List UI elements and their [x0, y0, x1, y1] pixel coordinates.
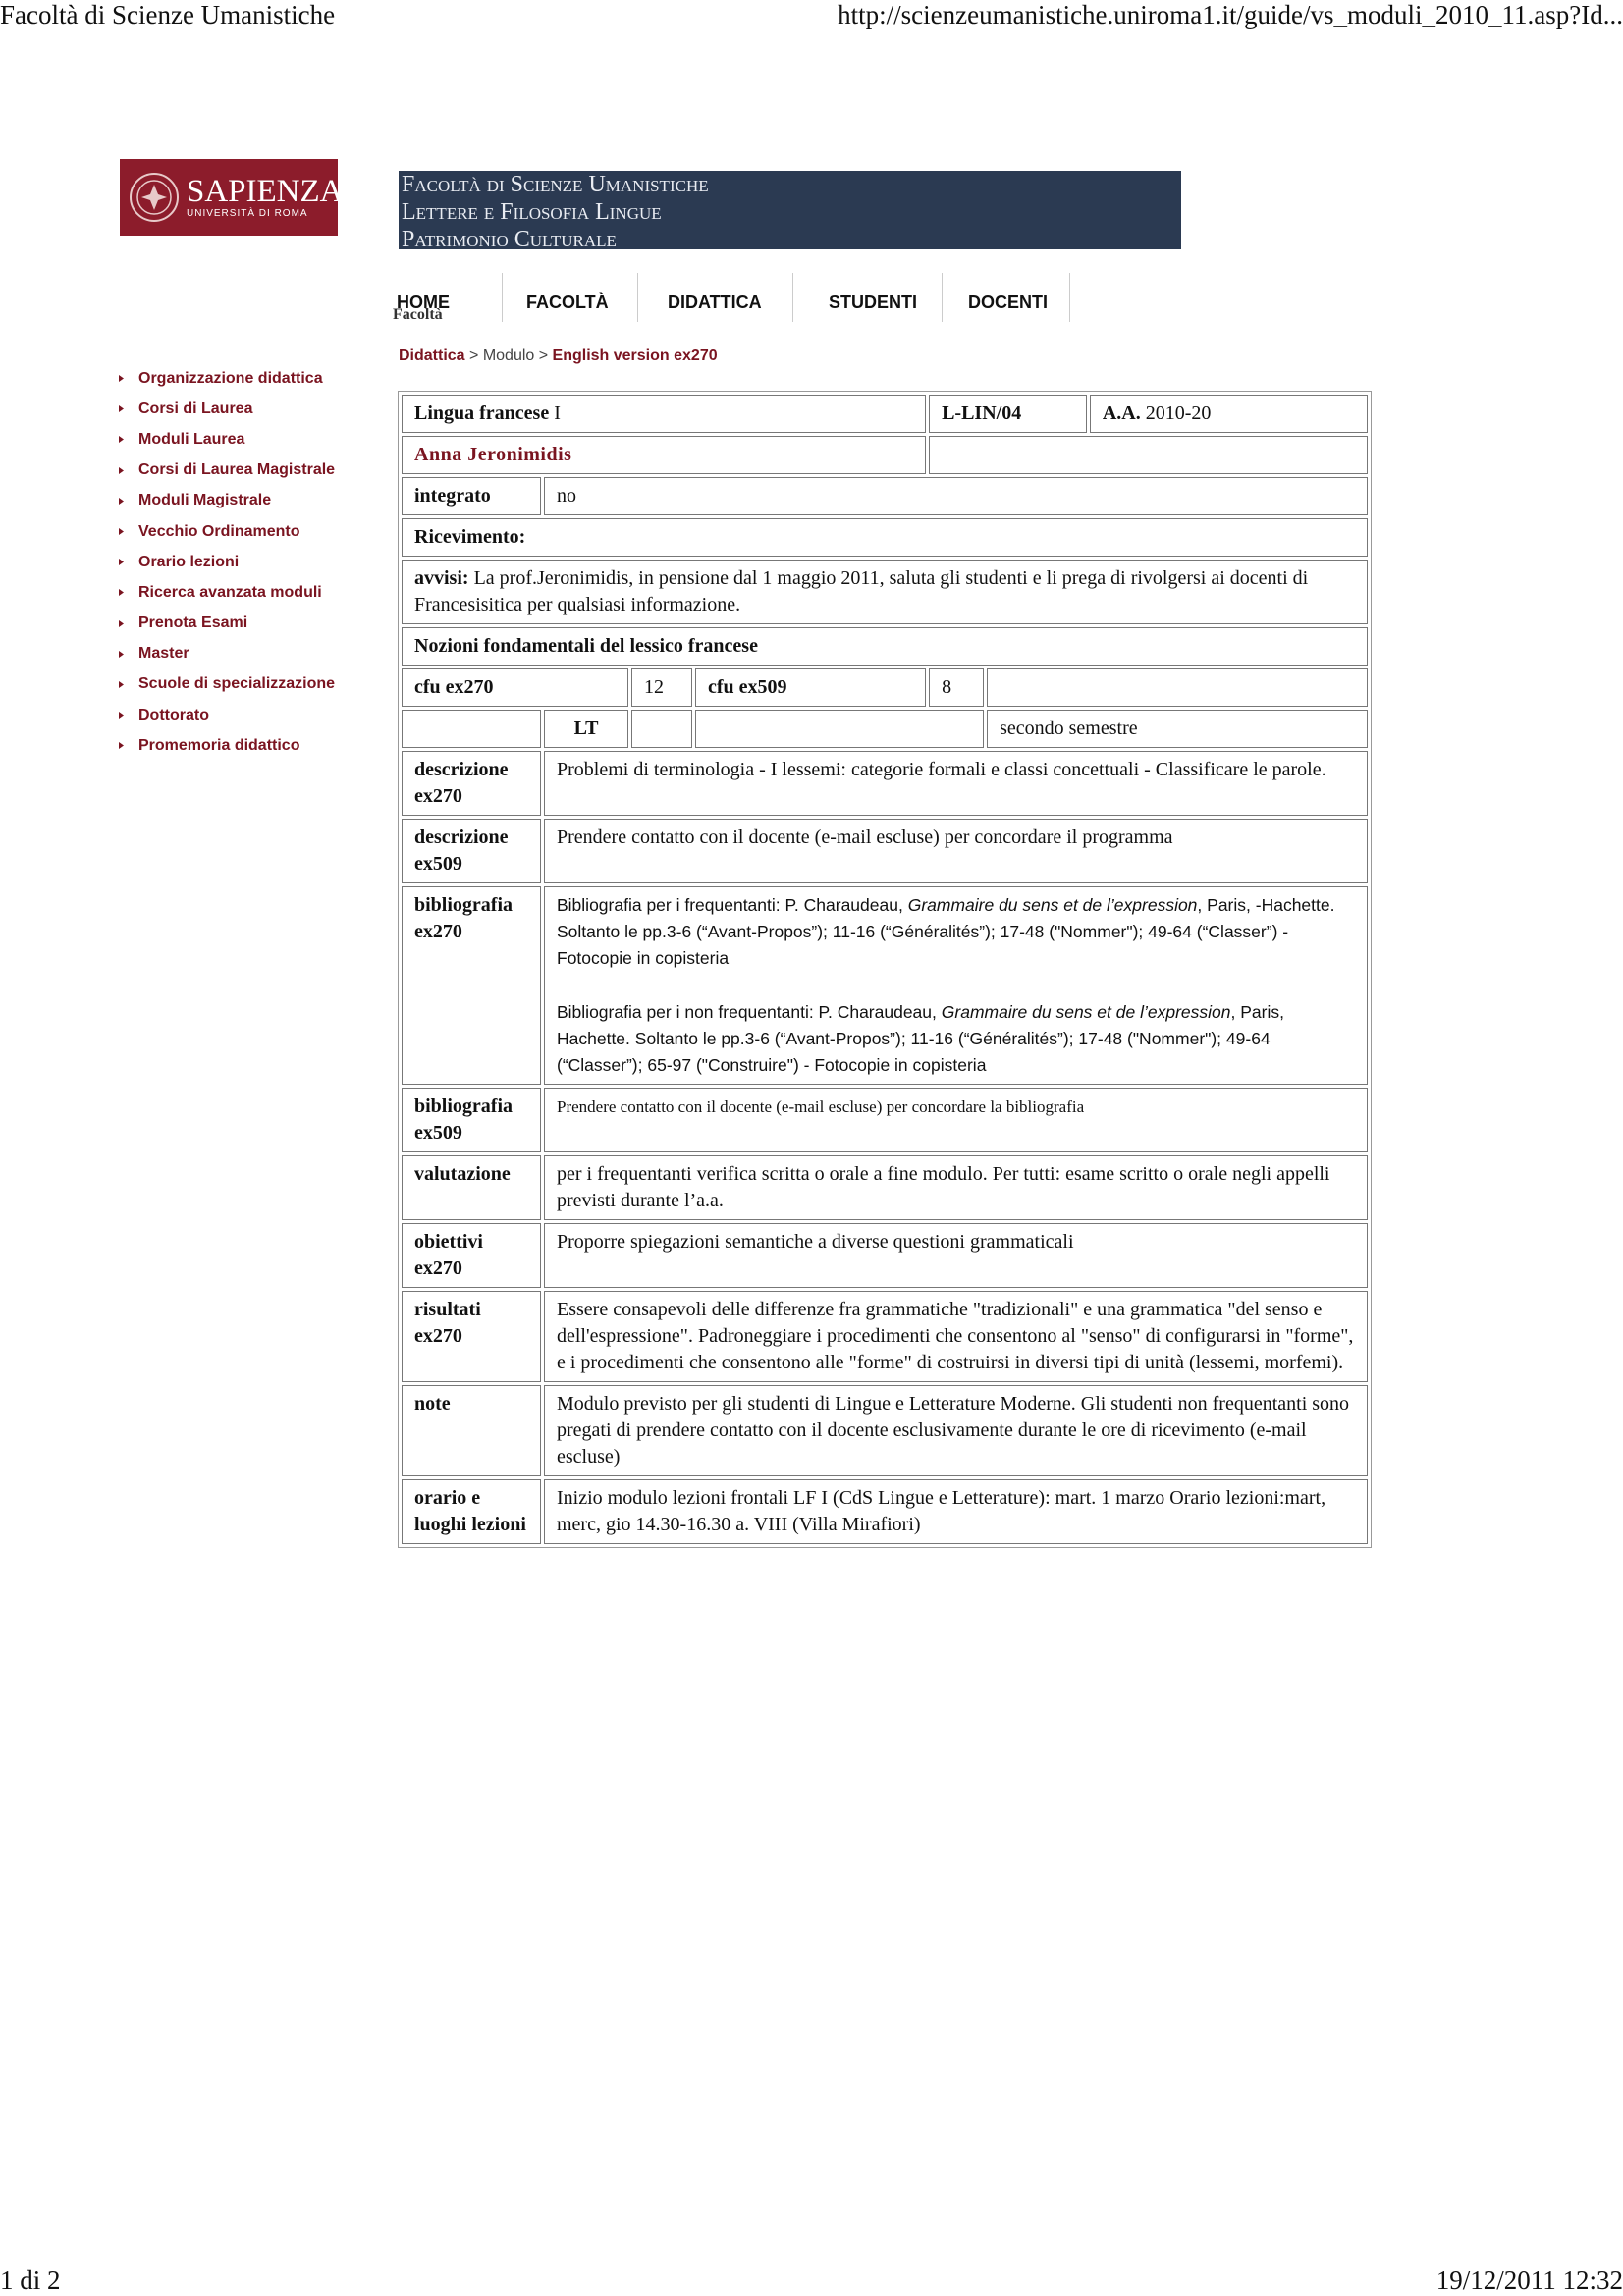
- bullet-arrow-icon: [118, 498, 125, 505]
- empty-cell: [402, 710, 541, 748]
- sidebar-menu: [118, 363, 335, 761]
- ricevimento-label: Ricevimento:: [402, 518, 1368, 557]
- descrizione-ex509-label: descrizione ex509: [402, 819, 541, 883]
- descrizione-ex270-value: Problemi di terminologia - I lessemi: categorie formali e classi concettuali - Classificare le parole.: [544, 751, 1368, 816]
- sidebar-item[interactable]: [118, 516, 335, 547]
- table-row: [402, 1155, 1368, 1220]
- cfu-ex509-label: cfu ex509: [695, 668, 926, 707]
- nav-facolta[interactable]: FACOLTÀ: [503, 273, 638, 322]
- empty-cell: [987, 668, 1368, 707]
- academic-year-label: A.A.: [1102, 402, 1141, 424]
- university-seal-icon: [128, 168, 181, 227]
- descrizione-ex270-label: descrizione ex270: [402, 751, 541, 816]
- sidebar-item-label: Vecchio Ordinamento: [138, 522, 300, 540]
- breadcrumb-current: Modulo: [482, 347, 535, 364]
- integrato-value: no: [544, 477, 1368, 515]
- table-row: [402, 1385, 1368, 1476]
- logo-subtitle: UNIVERSITÀ DI ROMA: [187, 208, 308, 219]
- course-level: LT: [544, 710, 628, 748]
- bullet-arrow-icon: [118, 651, 125, 658]
- sidebar-item-label: Moduli Laurea: [138, 430, 245, 448]
- table-row: [402, 751, 1368, 816]
- cfu-ex270-value: 12: [631, 668, 692, 707]
- book-title: Grammaire du sens et de l’expression: [941, 1002, 1231, 1022]
- sidebar-item[interactable]: [118, 547, 335, 577]
- bullet-arrow-icon: [118, 559, 125, 565]
- print-datetime: 19/12/2011 12:32: [1435, 2266, 1623, 2295]
- sidebar-item[interactable]: [118, 455, 335, 486]
- table-row: [402, 886, 1368, 1085]
- table-row: [402, 668, 1368, 707]
- table-row: [402, 1223, 1368, 1288]
- sidebar-item-label: Corsi di Laurea: [138, 400, 253, 417]
- sidebar-item[interactable]: [118, 700, 335, 730]
- academic-year-value: 2010-20: [1140, 402, 1212, 424]
- sidebar-item-label: Dottorato: [138, 706, 209, 723]
- sidebar-item[interactable]: [118, 424, 335, 454]
- main-nav: [397, 273, 1070, 322]
- bullet-arrow-icon: [118, 436, 125, 443]
- empty-cell: [631, 710, 692, 748]
- obiettivi-ex270-label: obiettivi ex270: [402, 1223, 541, 1288]
- bullet-arrow-icon: [118, 681, 125, 688]
- sidebar-item[interactable]: [118, 639, 335, 669]
- bullet-arrow-icon: [118, 620, 125, 627]
- descrizione-ex509-value: Prendere contatto con il docente (e-mail escluse) per concordare il programma: [544, 819, 1368, 883]
- sidebar-item[interactable]: [118, 577, 335, 608]
- risultati-ex270-value: Essere consapevoli delle differenze fra grammatiche "tradizionali" e una grammatica "del senso e dell'espressione". Padroneggiare i procedimenti che consentono al "senso" di configurarsi in "forme", e i procedimenti che consentono alle "forme" di costruirsi in diversi tipi di unità (lessemi, morfemi).: [544, 1291, 1368, 1382]
- bibliografia-ex509-value: Prendere contatto con il docente (e-mail escluse) per concordare la bibliografia: [544, 1088, 1368, 1152]
- bullet-arrow-icon: [118, 467, 125, 474]
- module-ssd: L-LIN/04: [929, 395, 1087, 433]
- nav-docenti[interactable]: DOCENTI: [943, 273, 1070, 322]
- nav-studenti[interactable]: STUDENTI: [793, 273, 943, 322]
- table-row: [402, 518, 1368, 557]
- banner-line: Patrimonio Culturale: [402, 227, 617, 252]
- bullet-arrow-icon: [118, 375, 125, 382]
- avvisi-label: avvisi:: [414, 567, 469, 589]
- sidebar-item[interactable]: [118, 609, 335, 639]
- sidebar-item-label: Scuole di specializzazione: [138, 675, 336, 693]
- table-row: [402, 395, 1368, 433]
- bibliography-attending: [557, 892, 1355, 972]
- module-details-table: [398, 391, 1372, 1548]
- sidebar-item-label: Promemoria didattico: [138, 736, 300, 754]
- table-row: [402, 560, 1368, 624]
- faculty-banner: [399, 171, 1181, 252]
- sidebar-item[interactable]: [118, 486, 335, 516]
- banner-line: Facoltà di Scienze Umanistiche: [402, 172, 709, 197]
- module-title: [402, 395, 926, 433]
- valutazione-value: per i frequentanti verifica scritta o orale a fine modulo. Per tutti: esame scritto o orale negli appelli previsti durante l’a.a.: [544, 1155, 1368, 1220]
- table-row: [402, 1479, 1368, 1544]
- sidebar-item-label: Master: [138, 645, 189, 663]
- avvisi-cell: [402, 560, 1368, 624]
- sidebar-item[interactable]: [118, 394, 335, 424]
- print-page-url: http://scienzeumanistiche.uniroma1.it/guide/vs_moduli_2010_11.asp?Id...: [838, 0, 1623, 29]
- table-row: [402, 710, 1368, 748]
- module-subtitle: Nozioni fondamentali del lessico francese: [402, 627, 1368, 666]
- sidebar-item-label: Moduli Magistrale: [138, 492, 272, 509]
- sidebar-item[interactable]: [118, 363, 335, 394]
- empty-cell: [929, 436, 1368, 474]
- bullet-arrow-icon: [118, 712, 125, 719]
- bibliography-text: Bibliografia per i non frequentanti: P. Charaudeau,: [557, 1002, 942, 1022]
- avvisi-text: La prof.Jeronimidis, in pensione dal 1 maggio 2011, saluta gli studenti e li prega di rivolgersi ai docenti di Francesisitica per qualsiasi informazione.: [414, 567, 1309, 615]
- sidebar-item-label: Organizzazione didattica: [138, 369, 323, 387]
- nav-didattica[interactable]: DIDATTICA: [638, 273, 793, 322]
- table-row: [402, 819, 1368, 883]
- risultati-ex270-label: risultati ex270: [402, 1291, 541, 1382]
- integrato-label: integrato: [402, 477, 541, 515]
- bullet-arrow-icon: [118, 528, 125, 535]
- sidebar-item-label: Ricerca avanzata moduli: [138, 583, 322, 601]
- sidebar-item-label: Orario lezioni: [138, 553, 240, 570]
- sapienza-logo[interactable]: [120, 159, 344, 236]
- nav-home[interactable]: HOME: [397, 273, 503, 322]
- note-value: Modulo previsto per gli studenti di Lingue e Letterature Moderne. Gli studenti non frequentanti sono pregati di prendere contatto con il docente esclusivamente durante le ore di ricevimento (e-mail escluse): [544, 1385, 1368, 1476]
- valutazione-label: valutazione: [402, 1155, 541, 1220]
- sidebar-item-label: Prenota Esami: [138, 614, 248, 632]
- sidebar-item[interactable]: [118, 730, 335, 761]
- table-row: [402, 436, 1368, 474]
- print-page-number: 1 di 2: [0, 2266, 61, 2295]
- nav-submenu-label: Facoltà: [393, 306, 443, 320]
- empty-cell: [695, 710, 984, 748]
- english-version-link[interactable]: English version ex270: [552, 347, 718, 364]
- table-row: [402, 477, 1368, 515]
- sidebar-item-label: Corsi di Laurea Magistrale: [138, 461, 336, 479]
- cfu-ex270-label: cfu ex270: [402, 668, 628, 707]
- obiettivi-ex270-value: Proporre spiegazioni semantiche a diverse questioni grammaticali: [544, 1223, 1368, 1288]
- logo-name: SAPIENZA: [187, 174, 344, 209]
- teacher-name[interactable]: Anna Jeronimidis: [402, 436, 926, 474]
- bullet-arrow-icon: [118, 589, 125, 596]
- table-row: [402, 627, 1368, 666]
- bibliografia-ex270-value: [544, 886, 1368, 1085]
- bullet-arrow-icon: [118, 405, 125, 412]
- bibliography-text: Bibliografia per i frequentanti: P. Charaudeau,: [557, 895, 908, 915]
- orario-value: Inizio modulo lezioni frontali LF I (CdS Lingue e Letterature): mart. 1 marzo Orario lezioni:mart, merc, gio 14.30-16.30 a. VIII (Villa Mirafiori): [544, 1479, 1368, 1544]
- cfu-ex509-value: 8: [929, 668, 984, 707]
- module-title-number: I: [549, 402, 561, 424]
- bibliografia-ex509-label: bibliografia ex509: [402, 1088, 541, 1152]
- semester: secondo semestre: [987, 710, 1368, 748]
- bibliography-text: , Paris, Hachette. Soltanto le pp.3-6 (“Avant-Propos”); 11-16 (“Généralités”); 17-48 ("Nommer"); 49-64 (“Classer”); 65-97 ("Construire") - Fotocopie in copisteria: [557, 1002, 1284, 1075]
- print-page-title: Facoltà di Scienze Umanistiche: [0, 0, 336, 29]
- bibliografia-ex270-label: bibliografia ex270: [402, 886, 541, 1085]
- bullet-arrow-icon: [118, 742, 125, 749]
- table-row: [402, 1291, 1368, 1382]
- module-title-text: Lingua francese: [414, 402, 550, 424]
- academic-year: [1090, 395, 1368, 433]
- book-title: Grammaire du sens et de l’expression: [907, 895, 1198, 915]
- note-label: note: [402, 1385, 541, 1476]
- sidebar-item[interactable]: [118, 669, 335, 700]
- breadcrumb: [399, 347, 718, 365]
- orario-label: orario e luoghi lezioni: [402, 1479, 541, 1544]
- bibliography-non-attending: [557, 999, 1355, 1079]
- table-row: [402, 1088, 1368, 1152]
- bibliography-text: , Paris, -Hachette. Soltanto le pp.3-6 (“Avant-Propos”); 11-16 (“Généralités”); 17-48 ("Nommer"); 49-64 (“Classer”) - Fotocopie in copisteria: [557, 895, 1335, 968]
- banner-line: Lettere e Filosofia Lingue: [402, 199, 662, 225]
- breadcrumb-didattica[interactable]: Didattica: [399, 347, 465, 364]
- breadcrumb-separator: >: [464, 347, 483, 364]
- breadcrumb-separator: >: [534, 347, 553, 364]
